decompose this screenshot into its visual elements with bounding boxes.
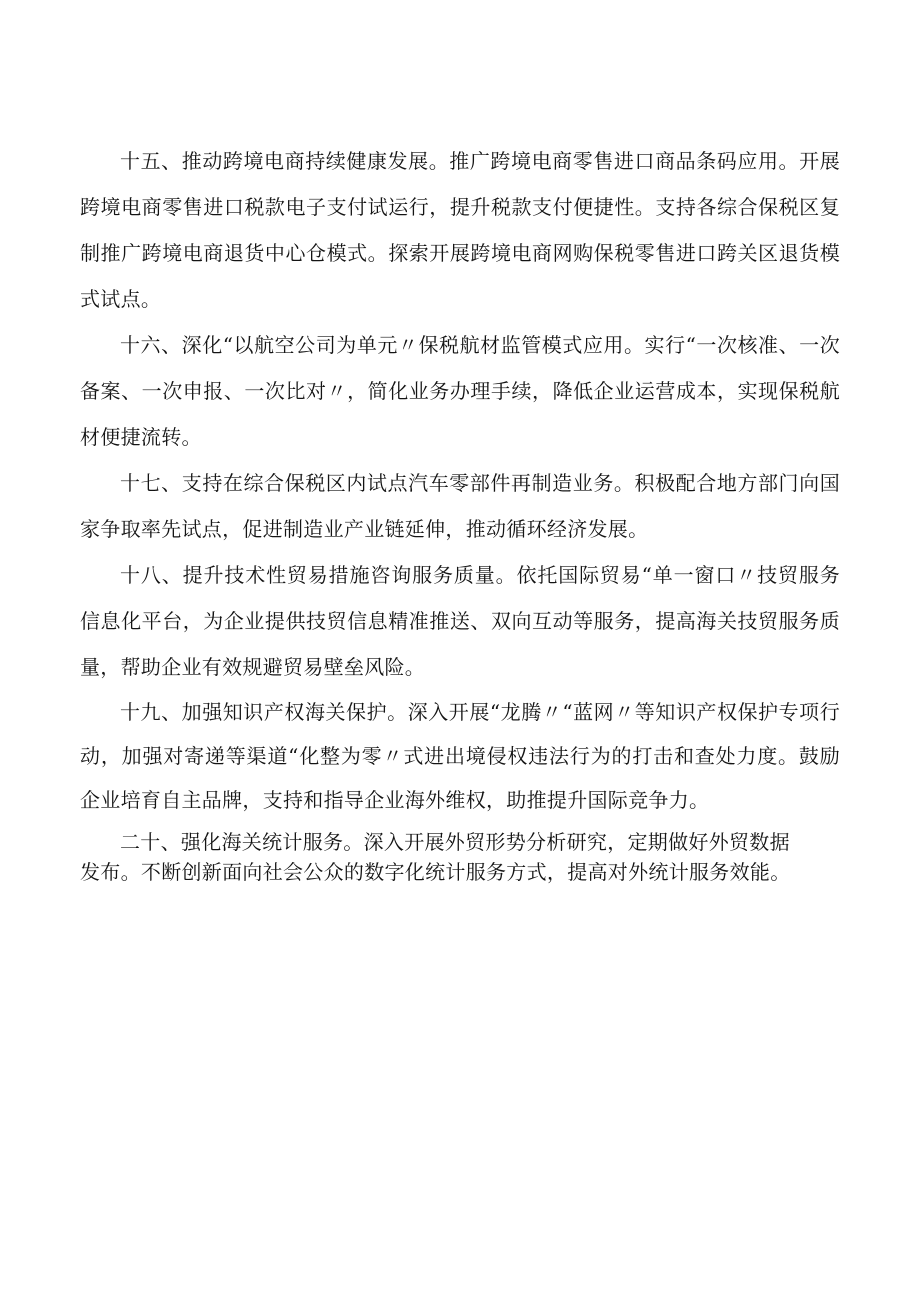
paragraph-16: 十六、深化“以航空公司为单元〃保税航材监管模式应用。实行“一次核准、一次备案、一次申报、一次比对〃，简化业务办理手续，降低企业运营成本，实现保税航材便捷流转。 <box>80 333 840 449</box>
paragraph-18: 十八、提升技术性贸易措施咨询服务质量。依托国际贸易“单一窗口〃技贸服务信息化平台，为企业提供技贸信息精准推送、双向互动等服务，提高海关技贸服务质量，帮助企业有效规避贸易壁垒风险。 <box>80 563 840 679</box>
paragraph-19: 十九、加强知识产权海关保护。深入开展“龙腾〃“蓝网〃等知识产权保护专项行动，加强对寄递等渠道“化整为零〃式进出境侵权违法行为的打击和查处力度。鼓励企业培育自主品牌，支持和指导企业海外维权，助推提升国际竞争力。 <box>80 700 840 812</box>
paragraph-17: 十七、支持在综合保税区内试点汽车零部件再制造业务。积极配合地方部门向国家争取率先试点，促进制造业产业链延伸，推动循环经济发展。 <box>80 471 840 541</box>
paragraph-20-line-2: 发布。不断创新面向社会公众的数字化统计服务方式，提高对外统计服务效能。 <box>80 860 791 884</box>
paragraph-15: 十五、推动跨境电商持续健康发展。推广跨境电商零售进口商品条码应用。开展跨境电商零售进口税款电子支付试运行，提升税款支付便捷性。支持各综合保税区复制推广跨境电商退货中心仓模式。探索开展跨境电商网购保税零售进口跨关区退货模式试点。 <box>80 149 840 311</box>
paragraph-20-line-1: 二十、强化海关统计服务。深入开展外贸形势分析研究，定期做好外贸数据 <box>120 830 790 854</box>
